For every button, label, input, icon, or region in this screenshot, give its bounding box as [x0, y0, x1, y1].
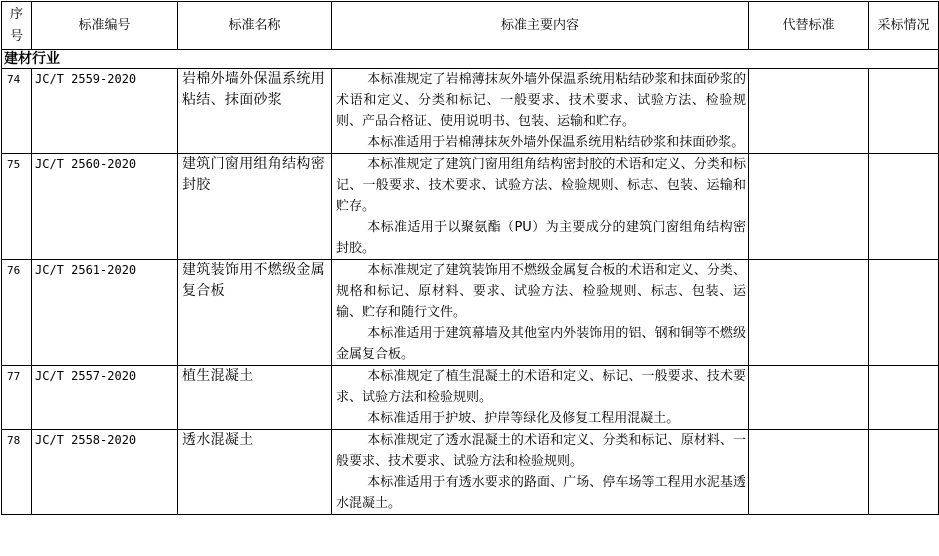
content-scope: 本标准规定了建筑门窗用组角结构密封胶的术语和定义、分类和标记、一般要求、技术要求、试验方法、检验规则、标志、包装、运输和贮存。 [336, 157, 746, 214]
row-seq: 78 [2, 430, 32, 515]
row-adoption [869, 366, 939, 430]
header-adoption: 采标情况 [869, 2, 939, 50]
row-name: 建筑门窗用组角结构密封胶 [178, 154, 332, 260]
row-content [332, 366, 749, 430]
row-replaced [749, 260, 869, 366]
content-scope: 本标准规定了建筑装饰用不燃级金属复合板的术语和定义、分类、规格和标记、原材料、要求、试验方法、检验规则、标志、包装、运输、贮存和随行文件。 [336, 263, 746, 320]
table-header-row [2, 2, 939, 50]
row-replaced [749, 430, 869, 515]
table-row [2, 69, 939, 154]
row-seq: 77 [2, 366, 32, 430]
table-row [2, 260, 939, 366]
row-code: JC/T 2561-2020 [32, 260, 178, 366]
row-name: 植生混凝土 [178, 366, 332, 430]
content-scope: 本标准规定了岩棉薄抹灰外墙外保温系统用粘结砂浆和抹面砂浆的术语和定义、分类和标记、一般要求、技术要求、试验方法、检验规则、产品合格证、使用说明书、包装、运输和贮存。 [336, 72, 746, 129]
row-replaced [749, 366, 869, 430]
row-seq: 74 [2, 69, 32, 154]
row-adoption [869, 69, 939, 154]
row-adoption [869, 260, 939, 366]
row-adoption [869, 154, 939, 260]
row-code: JC/T 2558-2020 [32, 430, 178, 515]
header-code: 标准编号 [32, 2, 178, 50]
header-name: 标准名称 [178, 2, 332, 50]
row-seq: 76 [2, 260, 32, 366]
content-scope: 本标准规定了透水混凝土的术语和定义、分类和标记、原材料、一般要求、技术要求、试验方法和检验规则。 [336, 433, 746, 469]
row-content [332, 154, 749, 260]
row-content [332, 69, 749, 154]
row-content [332, 260, 749, 366]
content-applicability: 本标准适用于有透水要求的路面、广场、停车场等工程用水泥基透水混凝土。 [336, 475, 746, 511]
row-replaced [749, 154, 869, 260]
content-applicability: 本标准适用于建筑幕墙及其他室内外装饰用的铝、钢和铜等不燃级金属复合板。 [336, 326, 746, 362]
row-content [332, 430, 749, 515]
row-seq: 75 [2, 154, 32, 260]
table-row [2, 366, 939, 430]
sector-title: 建材行业 [2, 50, 939, 69]
header-seq: 序号 [2, 2, 32, 50]
content-applicability: 本标准适用于以聚氨酯（PU）为主要成分的建筑门窗组角结构密封胶。 [336, 220, 746, 256]
sector-row [2, 50, 939, 69]
standards-table [1, 1, 939, 515]
table-row [2, 430, 939, 515]
row-name: 建筑装饰用不燃级金属复合板 [178, 260, 332, 366]
row-name: 透水混凝土 [178, 430, 332, 515]
row-code: JC/T 2559-2020 [32, 69, 178, 154]
row-replaced [749, 69, 869, 154]
table-row [2, 154, 939, 260]
content-applicability: 本标准适用于岩棉薄抹灰外墙外保温系统用粘结砂浆和抹面砂浆。 [367, 135, 745, 150]
row-adoption [869, 430, 939, 515]
header-replaced: 代替标准 [749, 2, 869, 50]
row-name: 岩棉外墙外保温系统用粘结、抹面砂浆 [178, 69, 332, 154]
row-code: JC/T 2560-2020 [32, 154, 178, 260]
content-applicability: 本标准适用于护坡、护岸等绿化及修复工程用混凝土。 [367, 411, 680, 426]
content-scope: 本标准规定了植生混凝土的术语和定义、标记、一般要求、技术要求、试验方法和检验规则。 [336, 369, 746, 405]
row-code: JC/T 2557-2020 [32, 366, 178, 430]
header-content: 标准主要内容 [332, 2, 749, 50]
